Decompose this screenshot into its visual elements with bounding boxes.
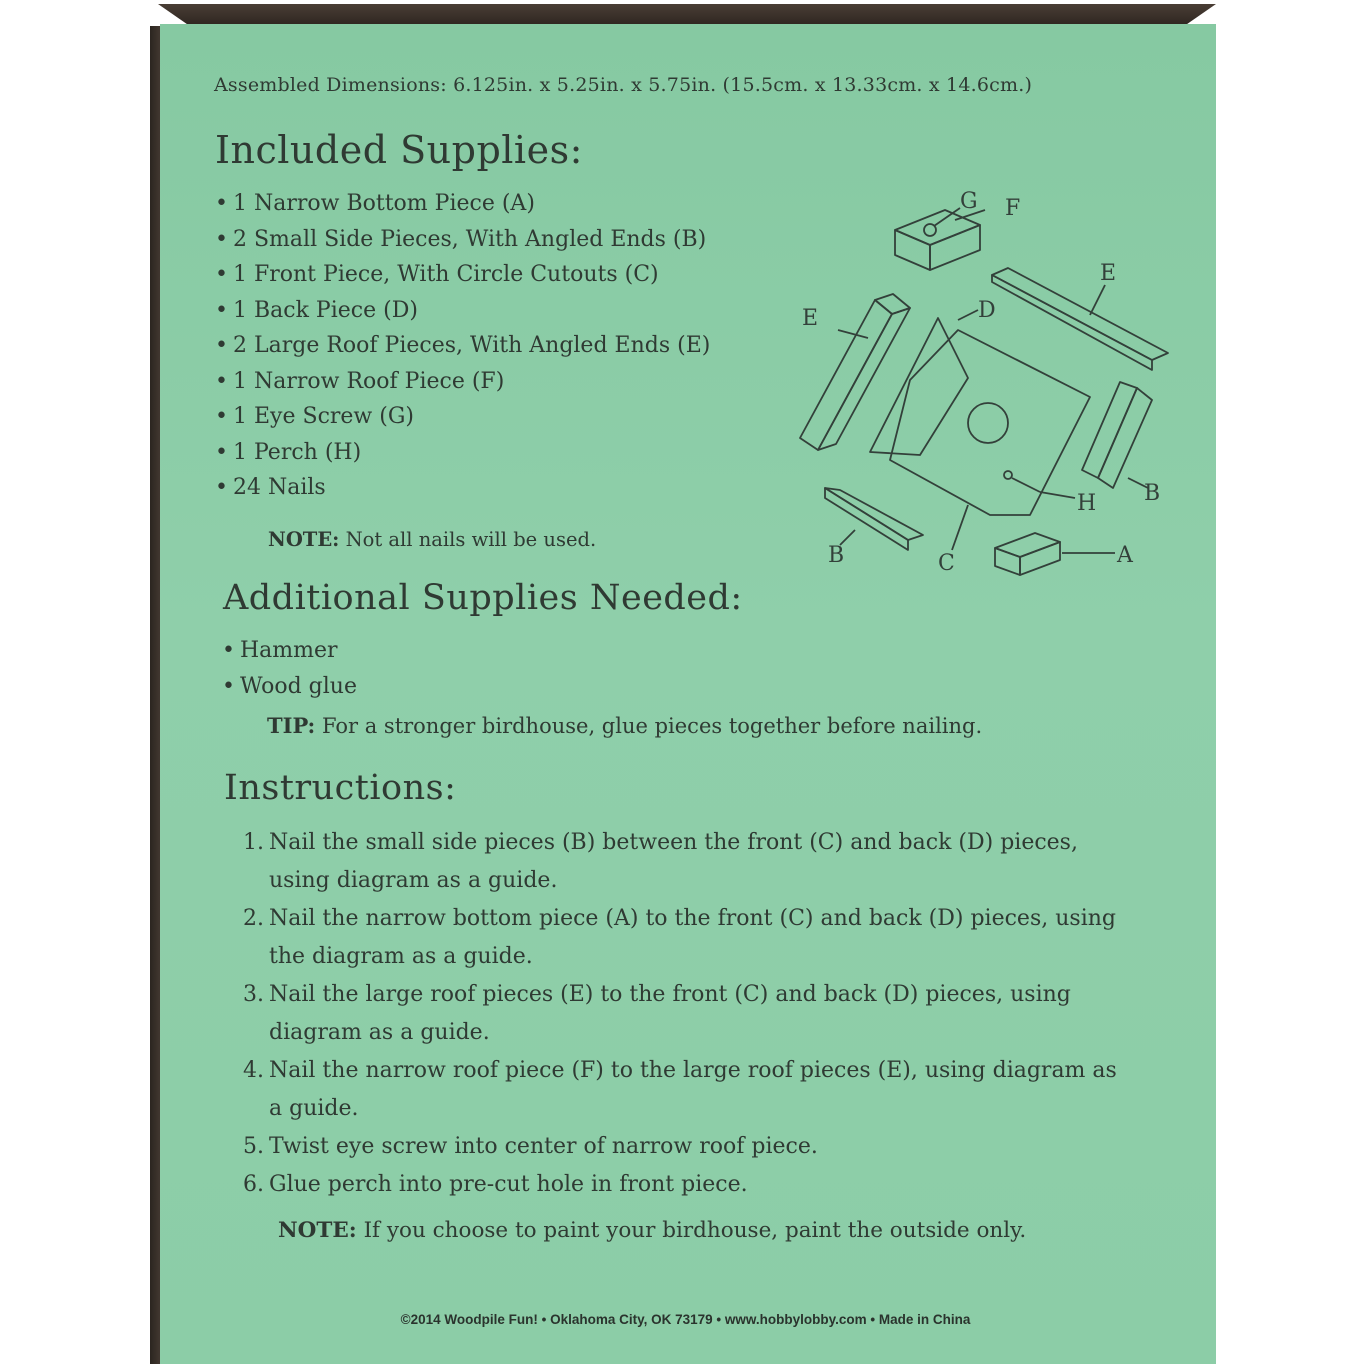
list-item: • Wood glue xyxy=(220,669,357,705)
perch-leader-line xyxy=(1040,492,1075,498)
tip-text: For a stronger birdhouse, glue pieces together before nailing. xyxy=(321,714,983,738)
label-b-left: B xyxy=(828,543,845,568)
list-item: • 1 Front Piece, With Circle Cutouts (C) xyxy=(213,257,710,293)
instruction-step: 2. Nail the narrow bottom piece (A) to the front (C) and back (D) pieces, using the diagram as a guide. xyxy=(243,906,1116,969)
included-supplies-list xyxy=(213,186,710,506)
instruction-step: 5. Twist eye screw into center of narrow roof piece. xyxy=(243,1134,818,1159)
nails-note xyxy=(268,528,596,551)
narrow-roof-piece-f xyxy=(895,208,985,270)
additional-supplies-heading: Additional Supplies Needed: xyxy=(223,578,743,618)
narrow-bottom-piece-a xyxy=(995,533,1115,575)
box-top-flap xyxy=(158,4,1216,26)
list-item: • 24 Nails xyxy=(213,470,710,506)
list-item: • 1 Narrow Bottom Piece (A) xyxy=(213,186,710,222)
list-item: • 2 Small Side Pieces, With Angled Ends (B) xyxy=(213,222,710,258)
label-e-left: E xyxy=(802,306,819,331)
label-a: A xyxy=(1117,543,1133,568)
label-f: F xyxy=(1005,196,1021,221)
instruction-step: 6. Glue perch into pre-cut hole in front piece. xyxy=(243,1172,748,1197)
label-b-right: B xyxy=(1144,481,1161,506)
list-item: • 1 Perch (H) xyxy=(213,435,710,471)
glue-tip xyxy=(267,713,982,738)
additional-supplies-list xyxy=(220,633,357,704)
list-item: • 1 Eye Screw (G) xyxy=(213,399,710,435)
copyright-footer: ©2014 Woodpile Fun! • Oklahoma City, OK 73179 • www.hobbylobby.com • Made in China xyxy=(400,1312,971,1327)
note-text: If you choose to paint your birdhouse, paint the outside only. xyxy=(363,1218,1027,1243)
large-roof-piece-e-right xyxy=(992,268,1168,370)
list-item: • 1 Narrow Roof Piece (F) xyxy=(213,364,710,400)
instructions-list xyxy=(243,824,1123,1204)
paint-note xyxy=(278,1218,1026,1243)
small-side-piece-b-right xyxy=(1082,382,1152,488)
list-item: • 2 Large Roof Pieces, With Angled Ends (E) xyxy=(213,328,710,364)
instructions-heading: Instructions: xyxy=(224,768,457,808)
note-label: NOTE: xyxy=(268,528,340,551)
label-d: D xyxy=(978,298,996,323)
list-item: • 1 Back Piece (D) xyxy=(213,293,710,329)
list-item: • Hammer xyxy=(220,633,357,669)
label-e-right: E xyxy=(1100,261,1117,286)
label-h: H xyxy=(1077,491,1097,516)
instruction-step: 4. Nail the narrow roof piece (F) to the large roof pieces (E), using diagram as a guide. xyxy=(243,1058,1117,1121)
exploded-birdhouse-diagram xyxy=(780,170,1180,590)
label-c: C xyxy=(938,551,955,576)
instruction-step: 3. Nail the large roof pieces (E) to the front (C) and back (D) pieces, using diagram as a guide. xyxy=(243,982,1071,1045)
tip-label: TIP: xyxy=(267,713,316,738)
assembled-dimensions: Assembled Dimensions: 6.125in. x 5.25in. x 5.75in. (15.5cm. x 13.33cm. x 14.6cm.) xyxy=(214,74,1033,96)
note-text: Not all nails will be used. xyxy=(345,528,597,551)
small-side-piece-b-left xyxy=(825,488,923,550)
note-label: NOTE: xyxy=(278,1218,357,1243)
instruction-step: 1. Nail the small side pieces (B) between the front (C) and back (D) pieces, using diagram as a guide. xyxy=(243,830,1078,893)
front-piece-c xyxy=(890,330,1090,550)
label-g: G xyxy=(960,189,978,214)
included-supplies-heading: Included Supplies: xyxy=(215,128,583,172)
